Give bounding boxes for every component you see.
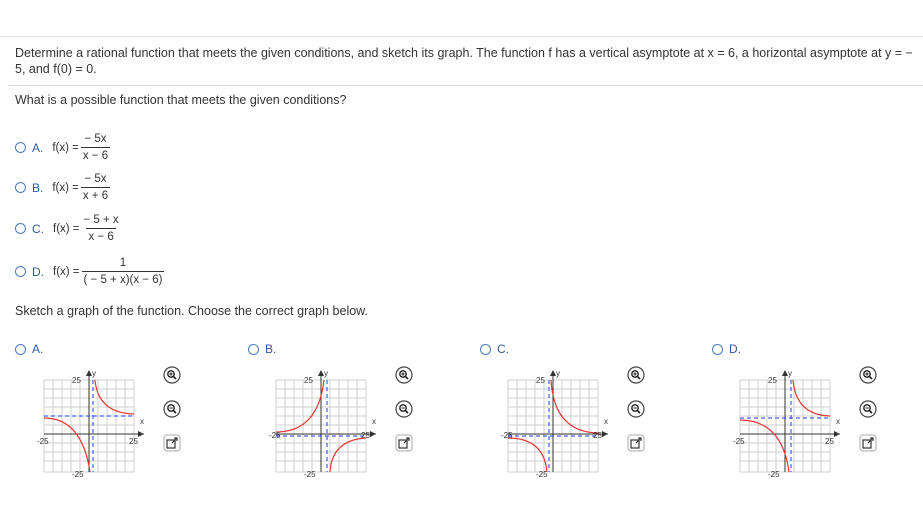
tick-left: -25 [501,431,513,440]
option-a-radio[interactable] [15,142,26,153]
option-d-letter: D. [32,264,44,279]
graph-b-tools [395,366,415,468]
graph-option-d-letter: D. [729,342,741,356]
option-a-denominator: x − 6 [81,147,110,163]
option-a-prefix: f(x) = [52,141,79,154]
popout-icon[interactable] [163,434,181,452]
graph-c[interactable] [498,366,618,481]
x-axis-arrow [370,431,376,437]
option-c[interactable] [15,213,121,244]
option-d-prefix: f(x) = [53,265,80,278]
x-axis-arrow [138,431,144,437]
graph-option-c-letter: C. [497,342,509,356]
graph-option-d-radio[interactable] [712,344,723,355]
y-label: y [324,369,328,378]
option-b-numerator: − 5x [84,173,107,185]
zoom-in-icon[interactable] [859,366,877,384]
x-label: x [836,417,840,426]
option-a-letter: A. [32,140,44,155]
tick-left: -25 [269,431,281,440]
option-b-radio[interactable] [15,182,26,193]
tick-bottom: -25 [304,470,316,479]
graph-option-d[interactable] [712,342,741,356]
tick-left: -25 [733,437,745,446]
tick-top: 25 [768,376,777,385]
tick-right: 25 [129,437,138,446]
option-a-numerator: − 5x [84,133,107,145]
popout-icon[interactable] [859,434,877,452]
tick-left: -25 [37,437,49,446]
curve-left-branch [44,418,90,472]
question-divider [8,85,923,86]
option-d-denominator: ( − 5 + x)(x − 6) [82,271,165,287]
option-b-fraction [81,172,110,203]
tick-bottom: -25 [768,470,780,479]
top-divider [0,36,923,37]
option-b[interactable] [15,172,110,203]
graph-d[interactable] [730,366,850,481]
graph-a-tools [163,366,183,468]
graph-a[interactable] [34,366,154,481]
option-d-radio[interactable] [15,266,26,277]
graph-option-c-radio[interactable] [480,344,491,355]
zoom-in-icon[interactable] [627,366,645,384]
popout-icon[interactable] [395,434,413,452]
curve-right-branch [95,380,134,414]
option-b-letter: B. [32,180,44,195]
curve-left-branch [740,420,789,472]
option-d-fraction [82,256,165,287]
graph-option-b-letter: B. [265,342,277,356]
y-label: y [788,369,792,378]
sketch-prompt: Sketch a graph of the function. Choose the correct graph below. [15,304,368,318]
x-label: x [140,417,144,426]
graph-c-tools [627,366,647,468]
zoom-in-icon[interactable] [163,366,181,384]
y-label: y [92,369,96,378]
option-b-denominator: x + 6 [81,187,110,203]
curve-left-branch [276,380,324,432]
graph-option-a[interactable] [15,342,43,356]
option-b-prefix: f(x) = [52,181,79,194]
option-a[interactable] [15,132,110,163]
option-d-numerator: 1 [119,257,127,269]
zoom-out-icon[interactable] [395,400,413,418]
graph-option-c[interactable] [480,342,509,356]
graph-d-tools [859,366,879,468]
option-c-denominator: x − 6 [86,228,115,244]
tick-bottom: -25 [72,470,84,479]
tick-right: 25 [825,437,834,446]
graph-option-b-radio[interactable] [248,344,259,355]
graph-option-a-letter: A. [32,342,44,356]
popout-icon[interactable] [627,434,645,452]
tick-top: 25 [304,376,313,385]
subquestion-text: What is a possible function that meets the given conditions? [15,93,347,107]
option-c-prefix: f(x) = [53,222,80,235]
option-c-fraction [82,213,121,244]
graph-b[interactable] [266,366,386,481]
tick-top: 25 [536,376,545,385]
zoom-out-icon[interactable] [163,400,181,418]
tick-right: 25 [361,431,370,440]
option-c-radio[interactable] [15,223,26,234]
tick-right: 25 [593,431,602,440]
y-label: y [556,369,560,378]
x-label: x [604,417,608,426]
option-a-fraction [81,132,110,163]
x-axis-arrow [834,431,840,437]
option-c-letter: C. [32,221,44,236]
zoom-in-icon[interactable] [395,366,413,384]
option-d[interactable] [15,256,164,287]
option-c-numerator: − 5 + x [83,214,119,226]
tick-top: 25 [72,376,81,385]
question-text: Determine a rational function that meets the given conditions, and sketch its graph. The function f has a vertical asymptote at x = 6, a horizontal asymptote at y = − 5, and f(0) = 0. [15,46,913,76]
x-label: x [372,417,376,426]
zoom-out-icon[interactable] [859,400,877,418]
zoom-out-icon[interactable] [627,400,645,418]
tick-bottom: -25 [536,470,548,479]
graph-option-a-radio[interactable] [15,344,26,355]
graph-option-b[interactable] [248,342,276,356]
x-axis-arrow [602,431,608,437]
